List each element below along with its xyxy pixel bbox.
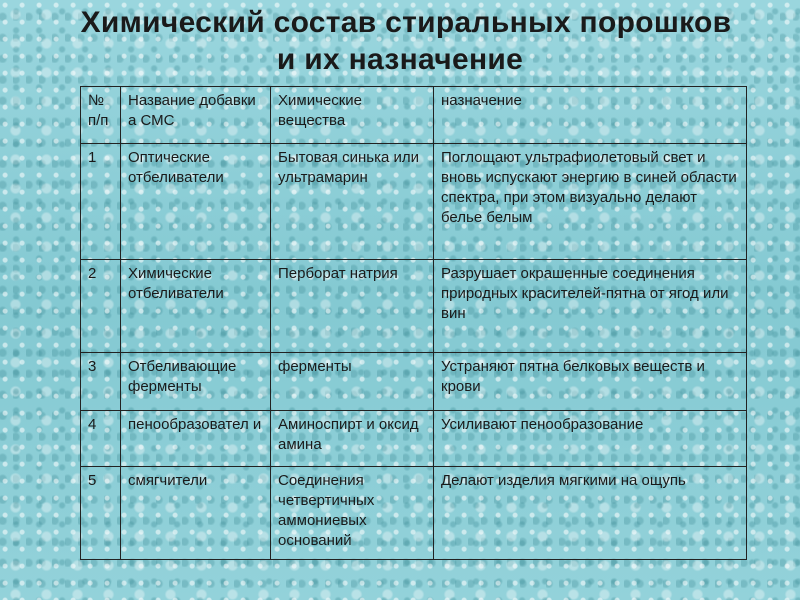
cell-purpose: Делают изделия мягкими на ощупь xyxy=(434,467,747,560)
cell-name: Оптические отбеливатели xyxy=(121,144,271,260)
header-name: Название добавки а СМС xyxy=(121,87,271,144)
table-header-row xyxy=(81,87,747,144)
cell-purpose: Поглощают ультрафиолетовый свет и вновь испускают энергию в синей области спектра, при этом визуально делают белье белым xyxy=(434,144,747,260)
cell-chemicals: Бытовая синька или ультрамарин xyxy=(271,144,434,260)
slide-title-line-1: Химический состав стиральных порошков xyxy=(80,6,732,39)
additives-table-container xyxy=(80,86,747,559)
header-purpose: назначение xyxy=(434,87,747,144)
cell-purpose: Устраняют пятна белковых веществ и крови xyxy=(434,353,747,411)
cell-num: 4 xyxy=(81,411,121,467)
cell-purpose: Разрушает окрашенные соединения природных красителей-пятна от ягод или вин xyxy=(434,260,747,353)
table-row xyxy=(81,260,747,353)
table-row xyxy=(81,467,747,560)
cell-name: пенообразовател и xyxy=(121,411,271,467)
cell-chemicals: ферменты xyxy=(271,353,434,411)
table-row xyxy=(81,353,747,411)
table-row xyxy=(81,144,747,260)
cell-chemicals: Аминоспирт и оксид амина xyxy=(271,411,434,467)
table-row xyxy=(81,411,747,467)
cell-num: 3 xyxy=(81,353,121,411)
additives-table xyxy=(80,86,747,560)
header-num: № п/п xyxy=(81,87,121,144)
cell-purpose: Усиливают пенообразование xyxy=(434,411,747,467)
cell-num: 5 xyxy=(81,467,121,560)
cell-chemicals: Перборат натрия xyxy=(271,260,434,353)
slide-title xyxy=(0,4,800,78)
cell-name: Химические отбеливатели xyxy=(121,260,271,353)
cell-name: Отбеливающие ферменты xyxy=(121,353,271,411)
cell-chemicals: Соединения четвертичных аммониевых оснований xyxy=(271,467,434,560)
cell-num: 2 xyxy=(81,260,121,353)
cell-name: смягчители xyxy=(121,467,271,560)
slide-title-line-2: и их назначение xyxy=(276,43,524,76)
header-chemicals: Химические вещества xyxy=(271,87,434,144)
cell-num: 1 xyxy=(81,144,121,260)
